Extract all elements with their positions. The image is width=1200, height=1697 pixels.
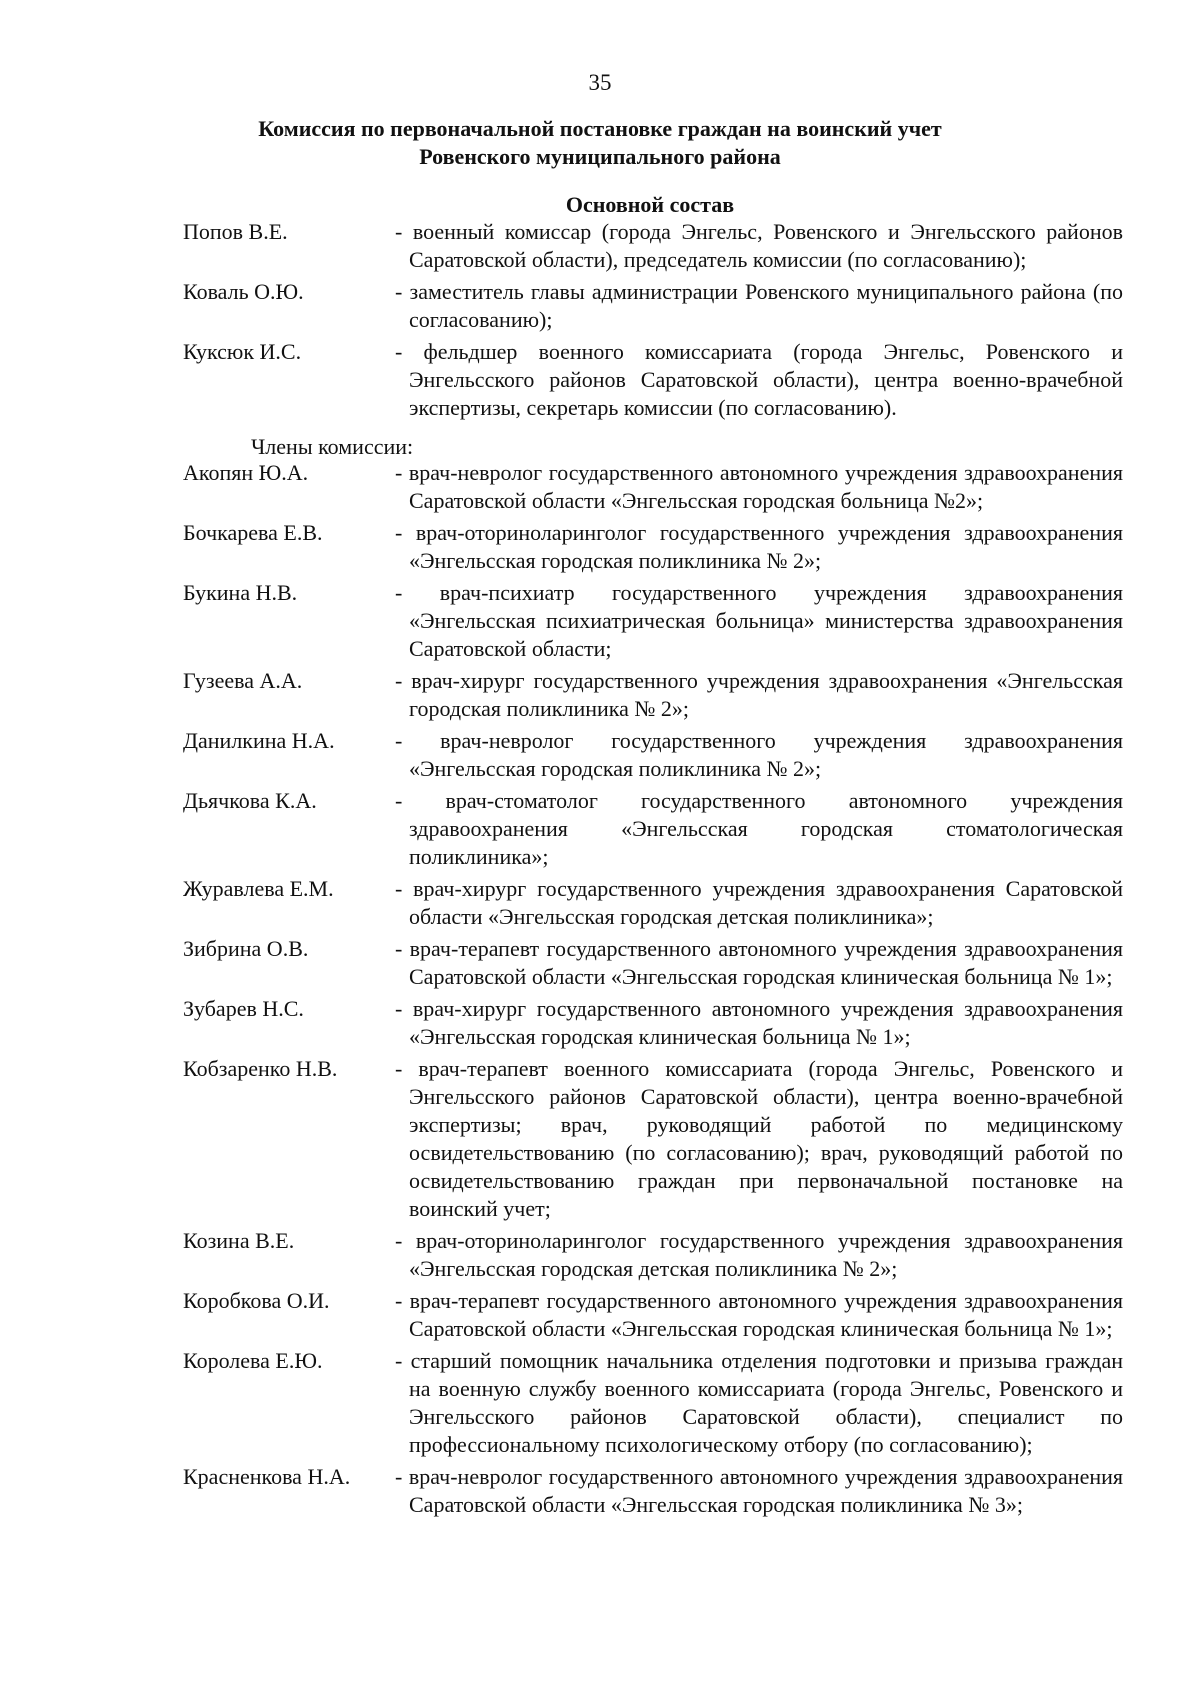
member-name: Коваль О.Ю. xyxy=(183,279,304,304)
member-role: - врач-терапевт военного комиссариата (города Энгельс, Ровенского и Энгельсского районов Саратовской области), центра военно-врачебной экспертизы; врач, руководящий работой по медицинскому освидетельствованию (по согласованию); врач, руководящий работой по освидетельствованию граждан при первоначальной постановке на воинский учет; xyxy=(395,1056,1123,1221)
member-name: Королева Е.Ю. xyxy=(183,1348,323,1373)
list-item xyxy=(183,579,1123,663)
member-name: Куксюк И.С. xyxy=(183,339,302,364)
member-name: Попов В.Е. xyxy=(183,219,288,244)
list-item xyxy=(183,218,1123,274)
member-role: - врач-невролог государственного автономного учреждения здравоохранения Саратовской области «Энгельсская городская больница №2»; xyxy=(395,460,1123,513)
member-role: - врач-хирург государственного учреждения здравоохранения Саратовской области «Энгельсская городская детская поликлиника»; xyxy=(395,876,1123,929)
list-item xyxy=(183,935,1123,991)
main-composition-list xyxy=(183,218,1123,426)
list-item xyxy=(183,459,1123,515)
member-name: Данилкина Н.А. xyxy=(183,728,335,753)
member-role: - врач-оториноларинголог государственного учреждения здравоохранения «Энгельсская городская поликлиника № 2»; xyxy=(395,520,1123,573)
list-item xyxy=(183,727,1123,783)
member-role: - врач-психиатр государственного учреждения здравоохранения «Энгельсская психиатрическая больница» министерства здравоохранения Саратовской области; xyxy=(395,580,1123,661)
member-role: - заместитель главы администрации Ровенского муниципального района (по согласованию); xyxy=(395,279,1123,332)
member-name: Зибрина О.В. xyxy=(183,936,309,961)
member-name: Коробкова О.И. xyxy=(183,1288,330,1313)
main-composition-heading: Основной состав xyxy=(565,192,735,217)
member-role: - врач-терапевт государственного автономного учреждения здравоохранения Саратовской области «Энгельсская городская клиническая больница № 1»; xyxy=(395,936,1123,989)
list-item xyxy=(183,787,1123,871)
member-name: Козина В.Е. xyxy=(183,1228,295,1253)
title-line-2: Ровенского муниципального района xyxy=(419,144,781,169)
list-item xyxy=(183,1227,1123,1283)
member-name: Акопян Ю.А. xyxy=(183,460,309,485)
member-name: Красненкова Н.А. xyxy=(183,1464,351,1489)
member-name: Бочкарева Е.В. xyxy=(183,520,323,545)
member-role: - врач-оториноларинголог государственного учреждения здравоохранения «Энгельсская городская детская поликлиника № 2»; xyxy=(395,1228,1123,1281)
member-name: Дьячкова К.А. xyxy=(183,788,317,813)
member-name: Кобзаренко Н.В. xyxy=(183,1056,338,1081)
commission-members-list xyxy=(183,459,1123,1523)
member-role: - старший помощник начальника отделения подготовки и призыва граждан на военную службу военного комиссариата (города Энгельс, Ровенского и Энгельсского районов Саратовской области), специалист по профессиональному психологическому отбору (по согласованию); xyxy=(395,1348,1123,1457)
member-role: - врач-стоматолог государственного автономного учреждения здравоохранения «Энгельсская городская стоматологическая поликлиника»; xyxy=(395,788,1123,869)
list-item xyxy=(183,1287,1123,1343)
member-name: Букина Н.В. xyxy=(183,580,298,605)
list-item xyxy=(183,995,1123,1051)
list-item xyxy=(183,1463,1123,1519)
list-item xyxy=(183,519,1123,575)
page-number: 35 xyxy=(588,70,612,95)
list-item xyxy=(183,338,1123,422)
list-item xyxy=(183,1347,1123,1459)
member-role: - врач-хирург государственного автономного учреждения здравоохранения «Энгельсская городская клиническая больница № 1»; xyxy=(395,996,1123,1049)
member-role: - врач-хирург государственного учреждения здравоохранения «Энгельсская городская поликлиника № 2»; xyxy=(395,668,1123,721)
member-role: - врач-невролог государственного автономного учреждения здравоохранения Саратовской области «Энгельсская городская поликлиника № 3»; xyxy=(395,1464,1123,1517)
member-name: Зубарев Н.С. xyxy=(183,996,304,1021)
list-item xyxy=(183,875,1123,931)
member-name: Журавлева Е.М. xyxy=(183,876,334,901)
commission-members-label: Члены комиссии: xyxy=(251,434,414,459)
member-name: Гузеева А.А. xyxy=(183,668,303,693)
list-item xyxy=(183,667,1123,723)
member-role: - врач-невролог государственного учреждения здравоохранения «Энгельсская городская поликлиника № 2»; xyxy=(395,728,1123,781)
document-title xyxy=(0,115,1200,171)
list-item xyxy=(183,278,1123,334)
member-role: - военный комиссар (города Энгельс, Ровенского и Энгельсского районов Саратовской области), председатель комиссии (по согласованию); xyxy=(395,219,1123,272)
member-role: - врач-терапевт государственного автономного учреждения здравоохранения Саратовской области «Энгельсская городская клиническая больница № 1»; xyxy=(395,1288,1123,1341)
title-line-1: Комиссия по первоначальной постановке граждан на воинский учет xyxy=(258,116,942,141)
list-item xyxy=(183,1055,1123,1223)
member-role: - фельдшер военного комиссариата (города Энгельс, Ровенского и Энгельсского районов Саратовской области), центра военно-врачебной экспертизы, секретарь комиссии (по согласованию). xyxy=(395,339,1123,420)
